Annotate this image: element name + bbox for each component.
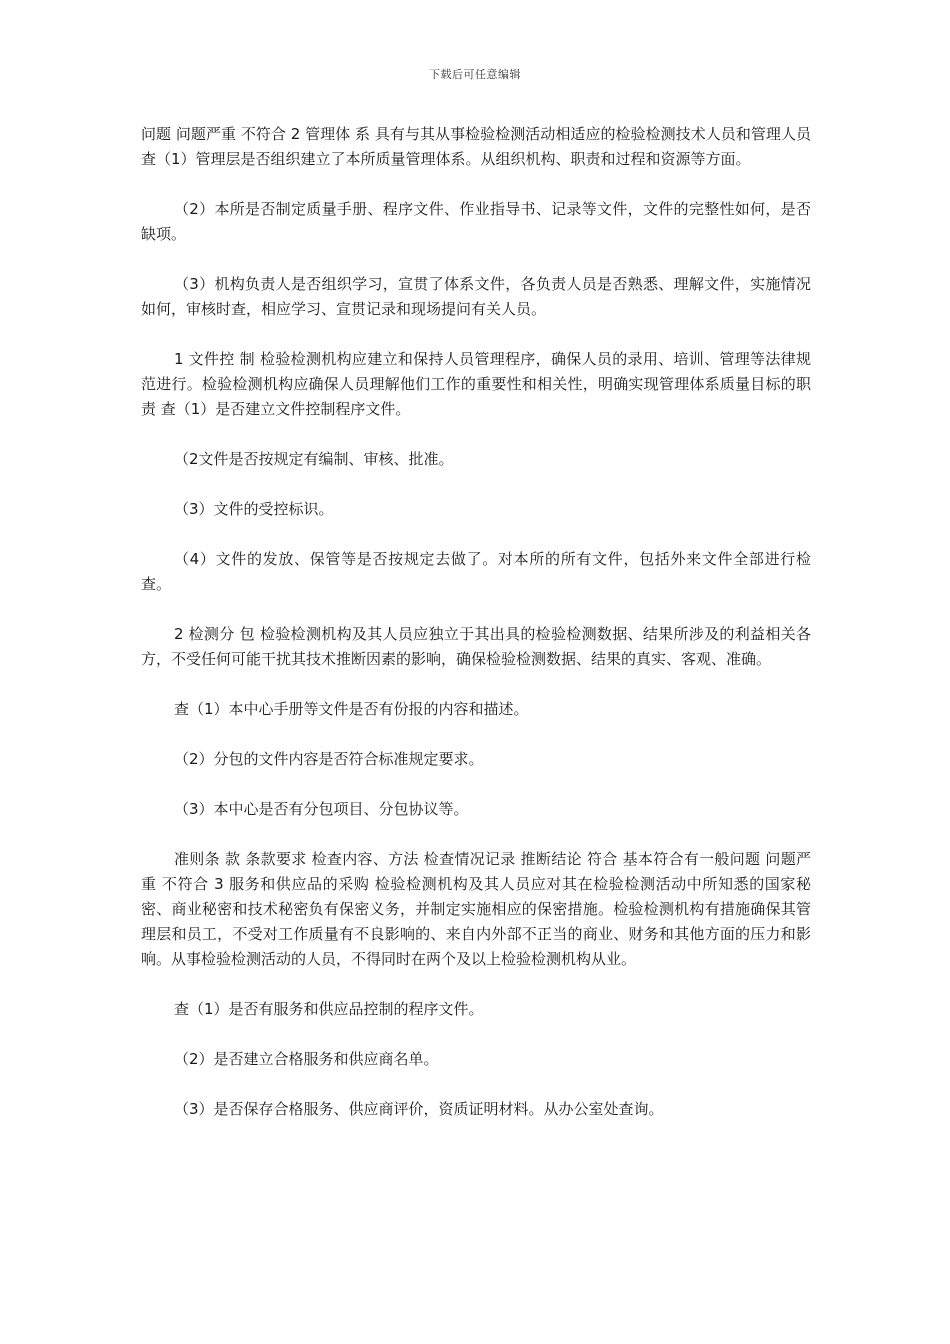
paragraph-13: 查（1）是否有服务和供应品控制的程序文件。 (174, 1000, 484, 1018)
paragraph-14: （2）是否建立合格服务和供应商名单。 (174, 1050, 439, 1068)
paragraph-2: （2）本所是否制定质量手册、程序文件、作业指导书、记录等文件，文件的完整性如何，是否缺项。 (141, 200, 811, 243)
paragraph-5: （2文件是否按规定有编制、审核、批准。 (174, 450, 454, 468)
paragraph-11: （3）本中心是否有分包项目、分包协议等。 (174, 800, 469, 818)
paragraph-10: （2）分包的文件内容是否符合标准规定要求。 (174, 750, 484, 768)
paragraph-12: 准则条 款 条款要求 检查内容、方法 检查情况记录 推断结论 符合 基本符合有一般问题 问题严重 不符合 3 服务和供应品的采购 检验检测机构及其人员应对其在检验检测活动中所知悉的国家秘密、商业秘密和技术秘密负有保密义务，并制定实施相应的保密措施。检验检测机构有措施确保其管理层和员工，不受对工作质量有不良影响的、来自内外部不正当的商业、财务和其他方面的压力和影响。从事检验检测活动的人员，不得同时在两个及以上检验检测机构从业。 (141, 850, 811, 968)
paragraph-1: 问题 问题严重 不符合 2 管理体 系 具有与其从事检验检测活动相适应的检验检测技术人员和管理人员 查（1）管理层是否组织建立了本所质量管理体系。从组织机构、职责和过程和资源等方面。 (141, 125, 811, 168)
paragraph-6: （3）文件的受控标识。 (174, 500, 334, 518)
document-body (141, 122, 811, 1147)
paragraph-15: （3）是否保存合格服务、供应商评价，资质证明材料。从办公室处查询。 (174, 1100, 664, 1118)
paragraph-7: （4）文件的发放、保管等是否按规定去做了。对本所的所有文件，包括外来文件全部进行检查。 (141, 550, 811, 593)
paragraph-4: 1 文件控 制 检验检测机构应建立和保持人员管理程序，确保人员的录用、培训、管理等法律规范进行。检验检测机构应确保人员理解他们工作的重要性和相关性，明确实现管理体系质量目标的职责 查（1）是否建立文件控制程序文件。 (141, 350, 811, 418)
page-header: 下载后可任意编辑 (429, 68, 521, 81)
paragraph-8: 2 检测分 包 检验检测机构及其人员应独立于其出具的检验检测数据、结果所涉及的利益相关各方，不受任何可能干扰其技术推断因素的影响，确保检验检测数据、结果的真实、客观、准确。 (141, 625, 811, 668)
paragraph-3: （3）机构负责人是否组织学习，宣贯了体系文件，各负责人员是否熟悉、理解文件，实施情况如何，审核时查，相应学习、宣贯记录和现场提问有关人员。 (141, 275, 811, 318)
paragraph-9: 查（1）本中心手册等文件是否有份报的内容和描述。 (174, 700, 529, 718)
